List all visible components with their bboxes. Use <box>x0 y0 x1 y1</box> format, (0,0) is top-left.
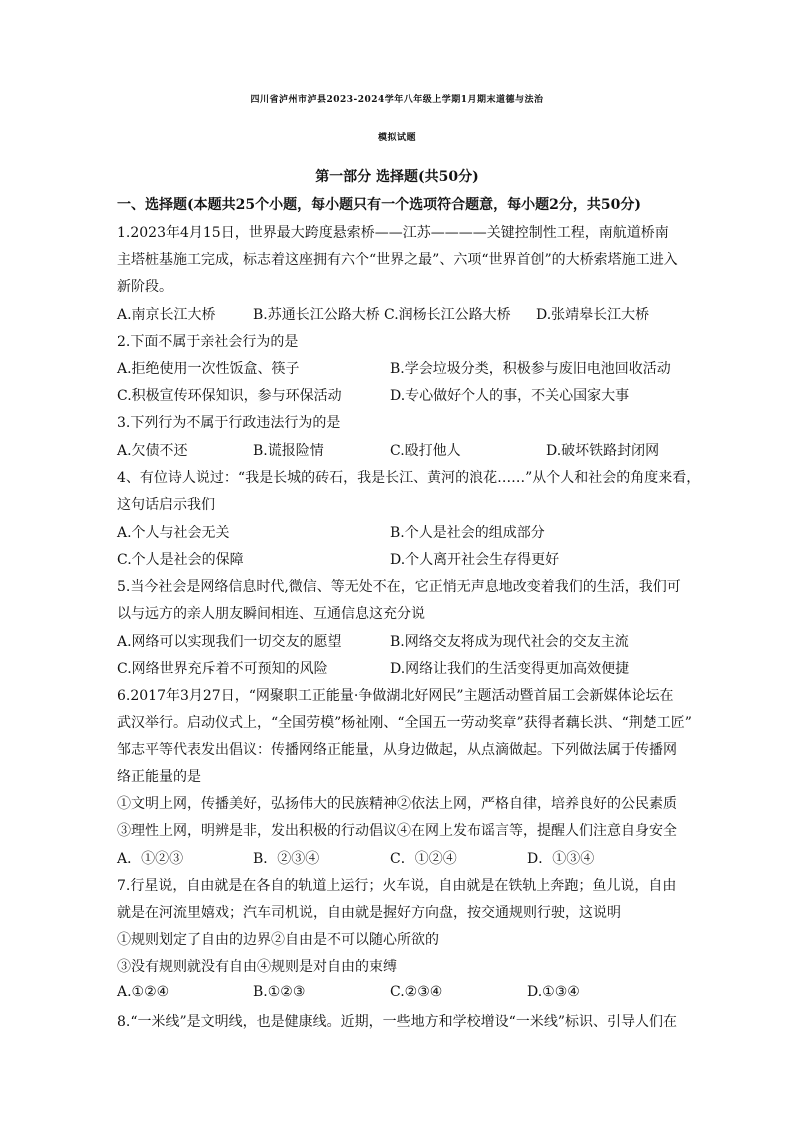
q7-option-b: B.①②③ <box>253 984 306 1000</box>
q1-stem-line: 1.2023年4月15日，世界最大跨度悬索桥——江苏————关键控制性工程，南航道桥南 <box>117 225 669 241</box>
q2-option-d: D.专心做好个人的事，不关心国家大事 <box>390 388 630 404</box>
q6-option-d: D．①③④ <box>527 851 595 867</box>
q7-statement-line: ①规则划定了自由的边界②自由是不可以随心所欲的 <box>117 932 439 948</box>
q6-stem-line: 武汉举行。启动仪式上，“全国劳模”杨祉刚、“全国五一劳动奖章”获得者藕长洪、“荆楚工匠” <box>117 715 692 731</box>
q2-option-b: B.学会垃圾分类，积极参与废旧电池回收活动 <box>390 361 671 377</box>
q1-stem-line: 新阶段。 <box>117 279 173 295</box>
q4-option-b: B.个人是社会的组成部分 <box>390 525 545 541</box>
section-heading: 一、选择题(本题共25个小题，每小题只有一个选项符合题意，每小题2分，共50分) <box>117 197 641 213</box>
q7-option-c: C.②③④ <box>390 984 443 1000</box>
q6-stem-line: 6.2017年3月27日，“网聚职工正能量·争做湖北好网民”主题活动暨首届工会新媒体论坛在 <box>117 688 674 704</box>
q5-stem-line: 以与远方的亲人朋友瞬间相连、互通信息这充分说 <box>117 606 425 622</box>
q3-option-d: D.破坏铁路封闭网 <box>546 443 660 459</box>
q6-statement-line: ①文明上网，传播美好，弘扬伟大的民族精神②依法上网，严格自律，培养良好的公民素质 <box>117 796 677 812</box>
q2-stem-line: 2.下面不属于亲社会行为的是 <box>117 334 299 350</box>
q6-statement-line: ③理性上网，明辨是非，发出积极的行动倡议④在网上发布谣言等，提醒人们注意自身安全 <box>117 823 677 839</box>
q3-option-b: B.谎报险情 <box>253 443 324 459</box>
q6-option-b: B．②③④ <box>253 851 320 867</box>
q4-stem-line: 这句话启示我们 <box>117 497 215 513</box>
exam-title-line2: 模拟试题 <box>377 133 416 143</box>
q8-stem-line: 8.“一米线”是文明线，也是健康线。近期，一些地方和学校增设“一米线”标识、引导人们在 <box>117 1014 677 1030</box>
q7-statement-line: ③没有规则就没有自由④规则是对自由的束缚 <box>117 959 397 975</box>
q1-option-d: D.张靖皋长江大桥 <box>536 307 650 323</box>
q1-option-a: A.南京长江大桥 <box>117 307 216 323</box>
q3-option-a: A.欠债不还 <box>117 443 188 459</box>
q5-option-d: D.网络让我们的生活变得更加高效便捷 <box>390 661 630 677</box>
q1-option-b: B.苏通长江公路大桥 <box>253 307 380 323</box>
q4-option-d: D.个人离开社会生存得更好 <box>390 552 560 568</box>
q6-option-c: C．①②④ <box>390 851 457 867</box>
q7-option-a: A.①②④ <box>117 984 170 1000</box>
q7-stem-line: 就是在河流里嬉戏；汽车司机说，自由就是握好方向盘，按交通规则行驶，这说明 <box>117 905 621 921</box>
q4-stem-line: 4、有位诗人说过：“我是长城的砖石，我是长江、黄河的浪花……”从个人和社会的角度来看， <box>117 470 701 486</box>
q2-option-a: A.拒绝使用一次性饭盒、筷子 <box>117 361 300 377</box>
q2-option-c: C.积极宣传环保知识，参与环保活动 <box>117 388 342 404</box>
q1-stem-line: 主塔桩基施工完成，标志着这座拥有六个“世界之最”、六项“世界首创”的大桥索塔施工进入 <box>117 252 678 268</box>
q1-option-c: C.润杨长江公路大桥 <box>384 307 511 323</box>
q5-stem-line: 5.当今社会是网络信息时代,微信、等无处不在，它正悄无声息地改变着我们的生活，我们可 <box>117 579 681 595</box>
q3-option-c: C.殴打他人 <box>390 443 461 459</box>
q7-stem-line: 7.行星说，自由就是在各自的轨道上运行；火车说，自由就是在铁轨上奔跑；鱼儿说，自由 <box>117 878 677 894</box>
q5-option-b: B.网络交友将成为现代社会的交友主流 <box>390 634 629 650</box>
q5-option-a: A.网络可以实现我们一切交友的愿望 <box>117 634 342 650</box>
q4-option-c: C.个人是社会的保障 <box>117 552 244 568</box>
q6-stem-line: 邹志平等代表发出倡议：传播网络正能量，从身边做起，从点滴做起。下列做法属于传播网 <box>117 742 677 758</box>
q3-stem-line: 3.下列行为不属于行政违法行为的是 <box>117 415 341 431</box>
part-heading: 第一部分 选择题(共50分) <box>315 169 479 185</box>
q6-stem-line: 络正能量的是 <box>117 769 201 785</box>
exam-title-line1: 四川省泸州市泸县2023-2024学年八年级上学期1月期末道德与法治 <box>250 95 544 105</box>
q5-option-c: C.网络世界充斥着不可预知的风险 <box>117 661 328 677</box>
q4-option-a: A.个人与社会无关 <box>117 525 230 541</box>
q6-option-a: A．①②③ <box>117 851 184 867</box>
q7-option-d: D.①③④ <box>527 984 580 1000</box>
